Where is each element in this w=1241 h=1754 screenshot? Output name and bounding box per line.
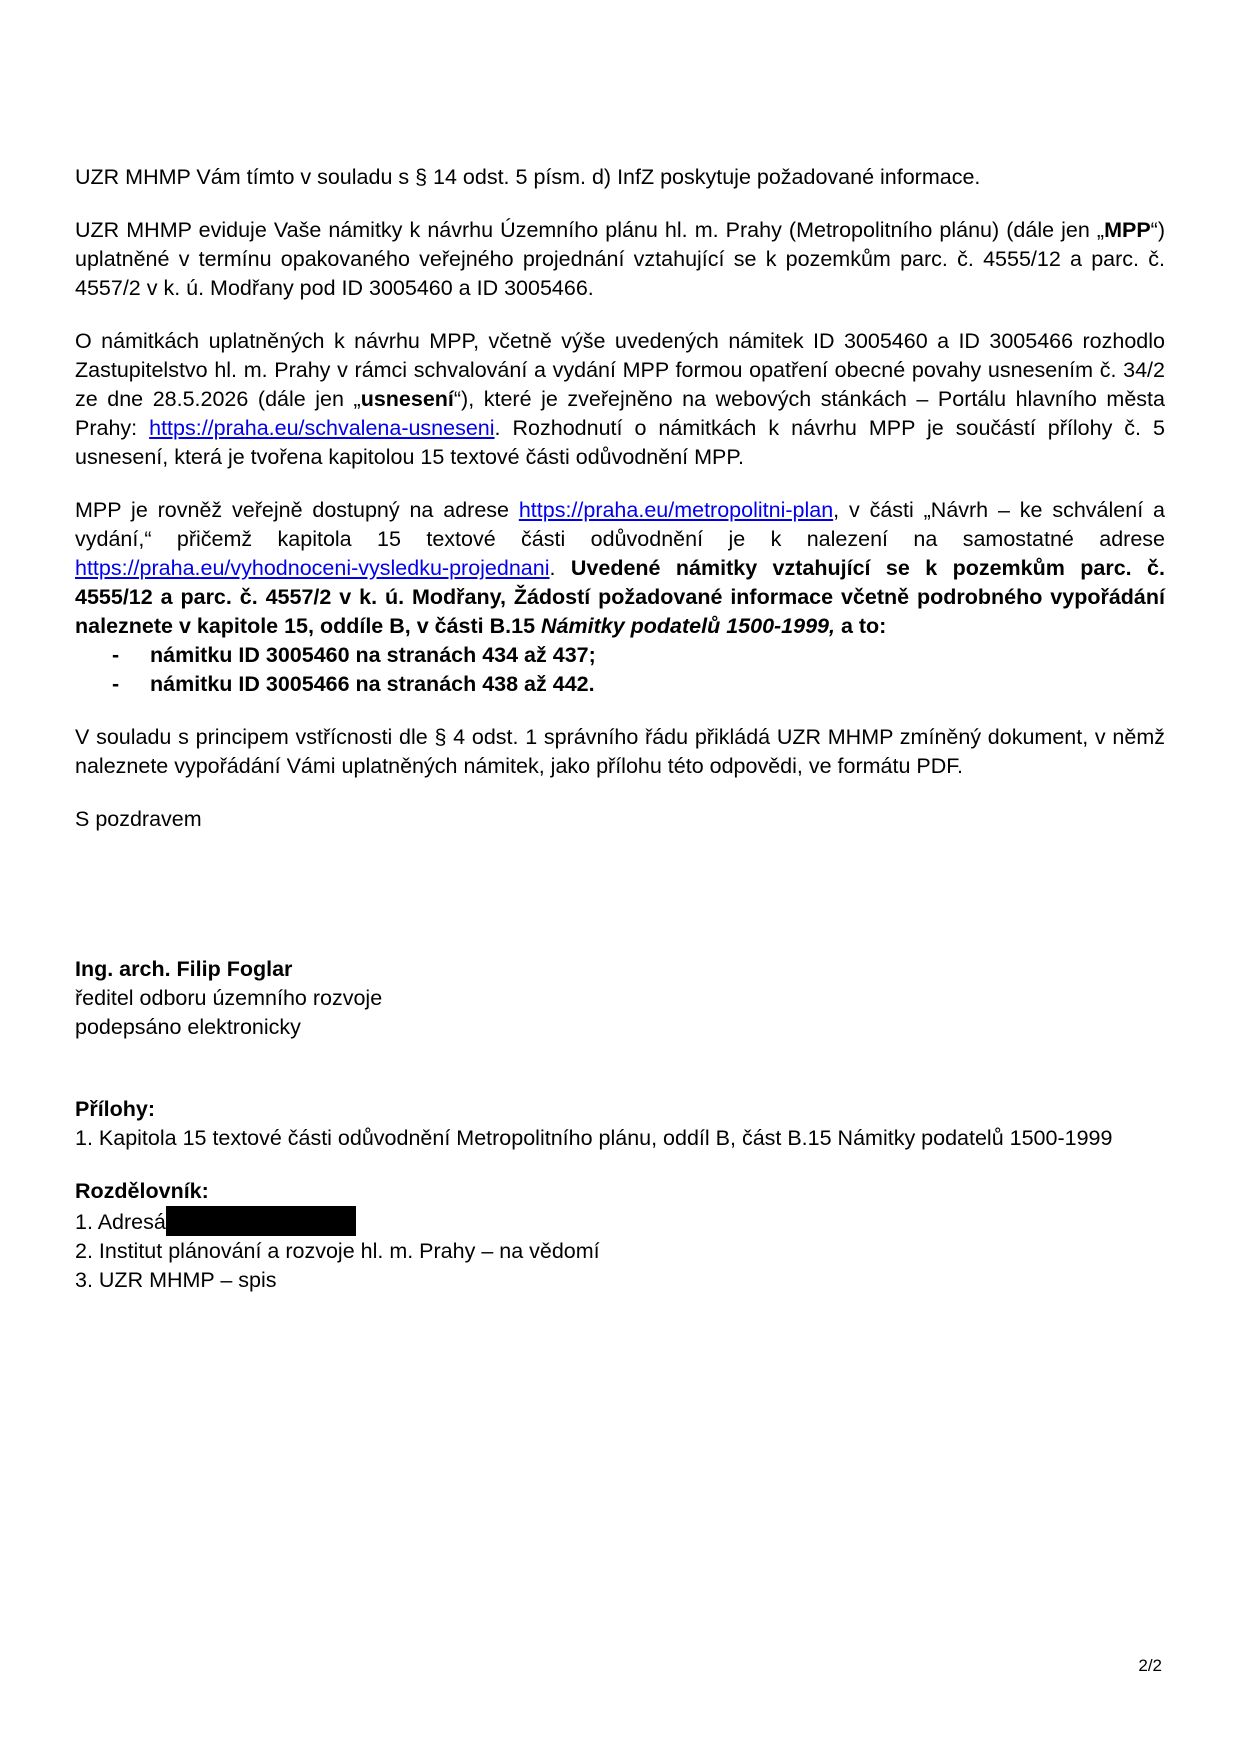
page-number: 2/2 [1138, 1656, 1162, 1675]
greeting: S pozdravem [75, 807, 202, 831]
signatory-name: Ing. arch. Filip Foglar [75, 957, 293, 981]
signatory-role: ředitel odboru územního rozvoje [75, 986, 383, 1010]
list-item: 3. UZR MHMP – spis [75, 1268, 277, 1292]
objections-paragraph [75, 216, 1165, 303]
list-item [75, 1206, 1165, 1237]
signature-block [75, 955, 1165, 1042]
decision-text-2: “), které je zveřejněno na webových stánkách – Portálu hlavního města Prahy: [75, 387, 1165, 440]
attachments-section [75, 1095, 1165, 1153]
list-item: - námitku ID 3005460 na stranách 434 až 437; [75, 641, 1165, 670]
redaction-box [166, 1206, 356, 1236]
objections-text-1: UZR MHMP eviduje Vaše námitky k návrhu Územního plánu hl. m. Prahy (Metropolitního plánu) (dále jen „ [75, 218, 1105, 242]
distribution-section [75, 1177, 1165, 1295]
attachment-paragraph: V souladu s principem vstřícnosti dle § 4 odst. 1 správního řádu přikládá UZR MHMP zmíněný dokument, v němž naleznete vypořádání Vámi uplatněných námitek, jako přílohu této odpovědi, ve formátu PDF. [75, 725, 1165, 778]
letter-body [75, 163, 1165, 1295]
decision-text-1: O námitkách uplatněných k návrhu MPP, včetně výše uvedených námitek ID 3005460 a ID 3005466 rozhodlo Zastupitelstvo hl. m. Prahy v rámci schvalování a vydání MPP formou opatření obecné povahy usnesením č. 34/2 ze dne 28.5.2026 (dále jen „ [75, 329, 1165, 411]
availability-text-1: MPP je rovněž veřejně dostupný na adrese [75, 498, 519, 522]
mpp-abbreviation: MPP [1104, 218, 1151, 242]
list-item: - námitku ID 3005466 na stranách 438 až 442. [75, 670, 1165, 699]
availability-italic-text: Námitky podatelů 1500-1999, [541, 614, 835, 638]
evaluation-results-link[interactable]: https://praha.eu/vyhodnoceni-vysledku-projednani [75, 556, 550, 580]
resolutions-link[interactable]: https://praha.eu/schvalena-usneseni [149, 416, 495, 440]
availability-text-2: , v části „Návrh – ke schválení a vydání,“ přičemž kapitola 15 textové části odůvodnění je k nalezení na samostatné adrese [75, 498, 1165, 551]
metropolitan-plan-link[interactable]: https://praha.eu/metropolitni-plan [518, 498, 834, 522]
list-item: 2. Institut plánování a rozvoje hl. m. Prahy – na vědomí [75, 1239, 600, 1263]
decision-paragraph [75, 327, 1165, 472]
objection-list [75, 641, 1165, 699]
availability-text-3: . [549, 556, 571, 580]
list-item: 1. Kapitola 15 textové části odůvodnění Metropolitního plánu, oddíl B, část B.15 Námitky podatelů 1500-1999 [75, 1126, 1113, 1150]
decision-text-3: . Rozhodnutí o námitkách k návrhu MPP je součástí přílohy č. 5 usnesení, která je tvořena kapitolou 15 textové části odůvodnění MPP. [75, 416, 1165, 469]
intro-paragraph: UZR MHMP Vám tímto v souladu s § 14 odst. 5 písm. d) InfZ poskytuje požadované informace. [75, 165, 981, 189]
availability-paragraph [75, 496, 1165, 641]
signed-note: podepsáno elektronicky [75, 1015, 301, 1039]
distribution-heading: Rozdělovník: [75, 1179, 209, 1203]
availability-bold-end: a to: [834, 614, 887, 638]
recipient-label: 1. Adresá [75, 1210, 166, 1234]
resolution-term: usnesení [360, 387, 454, 411]
availability-bold-text: Uvedené námitky vztahující se k pozemkům parc. č. 4555/12 a parc. č. 4557/2 v k. ú. Modřany, Žádostí požadované informace včetně podrobného vypořádání naleznete v kapitole 15, oddíle B, v části B.15 [75, 556, 1165, 638]
objections-text-2: “) uplatněné v termínu opakovaného veřejného projednání vztahující se k pozemkům parc. č. 4555/12 a parc. č. 4557/2 v k. ú. Modřany pod ID 3005460 a ID 3005466. [75, 218, 1165, 300]
attachments-heading: Přílohy: [75, 1097, 156, 1121]
